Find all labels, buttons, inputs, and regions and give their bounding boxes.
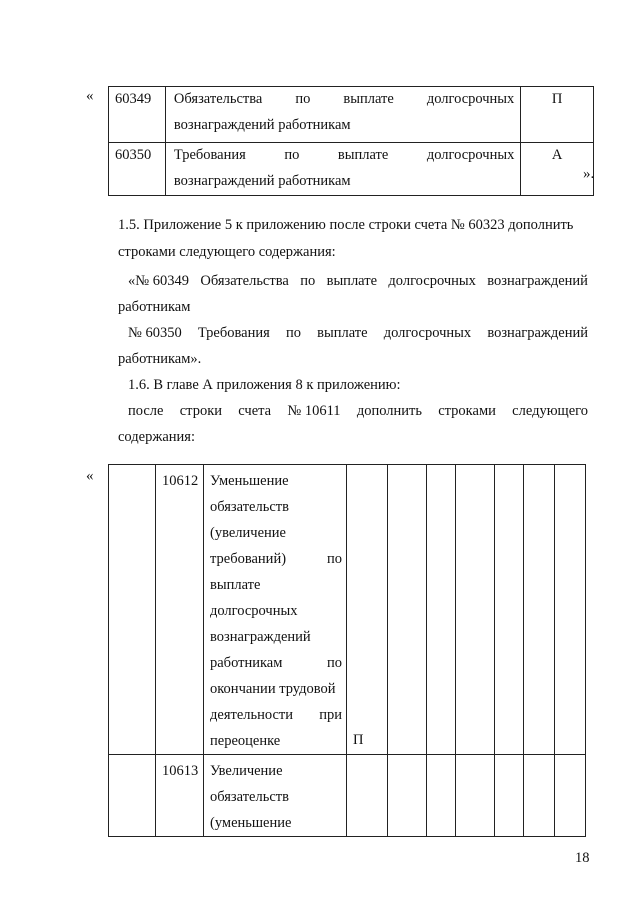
word: Требования bbox=[197, 325, 270, 341]
word: строками bbox=[438, 403, 496, 419]
table1-row bbox=[109, 143, 594, 196]
word: счета bbox=[238, 403, 272, 419]
word: вознаграждений bbox=[487, 273, 588, 289]
word: по bbox=[326, 655, 342, 671]
word: «№ 60349 bbox=[128, 273, 189, 289]
word: по bbox=[300, 273, 316, 289]
para-1-5-line1: 1.5. Приложение 5 к приложению после строки счета № 60323 дополнить bbox=[118, 217, 574, 233]
table2-row bbox=[109, 465, 586, 755]
table2-empty-cell bbox=[456, 465, 495, 755]
word: долгосрочных bbox=[388, 273, 476, 289]
table2-account-name-cell bbox=[204, 465, 347, 755]
word: по bbox=[295, 91, 311, 107]
table2-empty-cell bbox=[109, 465, 156, 755]
text-line: переоценке bbox=[210, 733, 281, 749]
word: по bbox=[326, 551, 342, 567]
text-line bbox=[210, 546, 342, 572]
word: долгосрочных bbox=[426, 91, 515, 107]
word: № 10611 bbox=[287, 403, 341, 419]
table1-row bbox=[109, 87, 594, 143]
text-line: выплате bbox=[210, 577, 261, 593]
para-1-6-line2 bbox=[128, 398, 588, 424]
table2-empty-cell bbox=[109, 755, 156, 837]
word: № 60350 bbox=[128, 325, 182, 341]
word: деятельности bbox=[210, 707, 294, 723]
word: по bbox=[284, 147, 300, 163]
table2-empty-cell bbox=[456, 755, 495, 837]
word: дополнить bbox=[356, 403, 422, 419]
table2-row bbox=[109, 755, 586, 837]
word: Требования bbox=[173, 147, 246, 163]
text-line: Увеличение bbox=[210, 763, 283, 779]
word: Обязательства bbox=[200, 273, 289, 289]
table1-account-name-cell bbox=[165, 87, 520, 143]
word: после bbox=[128, 403, 164, 419]
text-line bbox=[210, 702, 342, 728]
table1-account-number: 60350 bbox=[115, 147, 152, 163]
text-line: (увеличение bbox=[210, 525, 286, 541]
table1-account-name-line2: вознаграждений работникам bbox=[173, 117, 351, 133]
table2-empty-cell bbox=[555, 755, 586, 837]
table2-account-name bbox=[204, 755, 346, 836]
table2-account-name-cell bbox=[204, 755, 347, 837]
table2-symbol-cell bbox=[347, 755, 388, 837]
word: вознаграждений bbox=[487, 325, 588, 341]
table1 bbox=[108, 86, 594, 196]
table2-account-number: 10612 bbox=[162, 473, 199, 489]
word: выплате bbox=[326, 273, 378, 289]
table2-account-number-cell bbox=[156, 465, 204, 755]
word: по bbox=[285, 325, 301, 341]
table1-account-number: 60349 bbox=[115, 91, 152, 107]
quote-60349-line2: работникам bbox=[118, 299, 191, 315]
table2-empty-cell bbox=[388, 755, 427, 837]
word: Обязательства bbox=[173, 91, 263, 107]
table2-symbol: П bbox=[353, 732, 364, 748]
word: работникам bbox=[210, 655, 283, 671]
table1-account-name-line2: вознаграждений работникам bbox=[173, 173, 351, 189]
word: выплате bbox=[337, 147, 389, 163]
para-1-6-line3: содержания: bbox=[118, 429, 196, 445]
table2-empty-cell bbox=[495, 755, 524, 837]
table1-close-quote: ». bbox=[583, 166, 595, 182]
word: требований) bbox=[210, 551, 287, 567]
table1-symbol: А bbox=[551, 147, 563, 163]
text-line: обязательств bbox=[210, 789, 289, 805]
table1-account-name-cell bbox=[165, 143, 520, 196]
table1-symbol-cell bbox=[521, 87, 594, 143]
table2-account-name bbox=[204, 465, 346, 754]
table2-empty-cell bbox=[495, 465, 524, 755]
para-1-6-line1: 1.6. В главе А приложения 8 к приложению: bbox=[128, 377, 401, 393]
text-line: Уменьшение bbox=[210, 473, 289, 489]
table2-open-quote: « bbox=[86, 468, 94, 484]
table2-empty-cell bbox=[427, 465, 456, 755]
quote-60350-line2: работникам». bbox=[118, 351, 202, 367]
table2-account-number-cell bbox=[156, 755, 204, 837]
text-line: окончании трудовой bbox=[210, 681, 336, 697]
table1-account-name-line1 bbox=[166, 87, 520, 113]
word: следующего bbox=[512, 403, 588, 419]
text-line bbox=[210, 650, 342, 676]
table1-account-number-cell bbox=[109, 87, 166, 143]
word: выплате bbox=[343, 91, 394, 107]
table1-open-quote: « bbox=[86, 88, 94, 104]
text-line: обязательств bbox=[210, 499, 289, 515]
table2-empty-cell bbox=[524, 755, 555, 837]
table2-account-number: 10613 bbox=[162, 763, 199, 779]
word: строки bbox=[179, 403, 223, 419]
table2 bbox=[108, 464, 586, 837]
table1-symbol: П bbox=[551, 91, 563, 107]
text-line: (уменьшение bbox=[210, 815, 292, 831]
para-1-5-line2: строками следующего содержания: bbox=[118, 244, 336, 260]
table2-empty-cell bbox=[427, 755, 456, 837]
table2-symbol-cell bbox=[347, 465, 388, 755]
table2-empty-cell bbox=[388, 465, 427, 755]
table1-account-number-cell bbox=[109, 143, 166, 196]
text-line: вознаграждений bbox=[210, 629, 311, 645]
word: при bbox=[319, 707, 342, 723]
word: долгосрочных bbox=[426, 147, 515, 163]
word: долгосрочных bbox=[383, 325, 472, 341]
page-number: 18 bbox=[575, 850, 590, 866]
table2-empty-cell bbox=[524, 465, 555, 755]
text-line: долгосрочных bbox=[210, 603, 298, 619]
quote-60350-line1 bbox=[128, 320, 588, 346]
table1-account-name-line1 bbox=[166, 143, 520, 169]
quote-60349-line1 bbox=[128, 268, 588, 294]
table2-empty-cell bbox=[555, 465, 586, 755]
word: выплате bbox=[317, 325, 368, 341]
